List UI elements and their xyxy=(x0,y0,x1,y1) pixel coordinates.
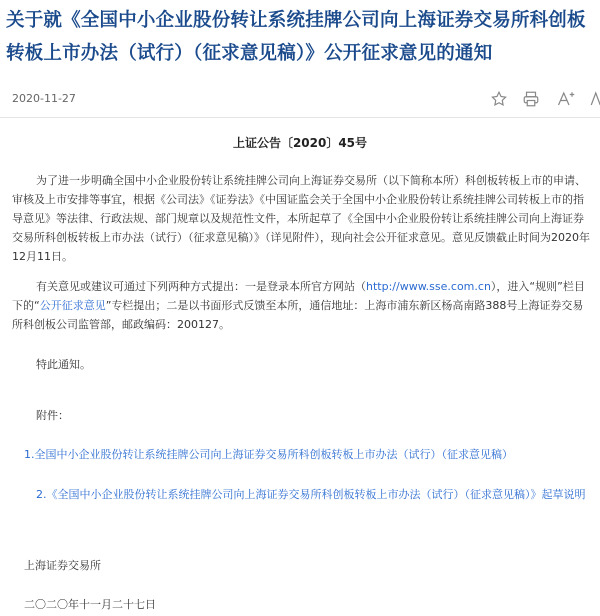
signature: 上海证券交易所 xyxy=(24,559,101,572)
announcement-number: 上证公告〔2020〕45号 xyxy=(232,136,368,150)
signature-date: 二〇二〇年十一月二十七日 xyxy=(24,598,156,611)
attachment-link-1[interactable]: 1.全国中小企业股份转让系统挂牌公司向上海证券交易所科创板转板上市办法（试行）（征求意见稿） xyxy=(24,448,513,461)
sse-website-link[interactable]: http://www.sse.com.cn xyxy=(366,280,491,293)
star-icon[interactable] xyxy=(490,90,510,110)
print-icon[interactable] xyxy=(522,90,542,110)
meta-bar xyxy=(0,90,600,114)
paragraph-1: 为了进一步明确全国中小企业股份转让系统挂牌公司向上海证券交易所（以下简称本所）科创板转板上市的申请、审核及上市安排等事宜，根据《公司法》《证券法》《中国证监会关于全国中小企业股份转让系统挂牌公司转板上市的指导意见》等法律、行政法规、部门规章以及规范性文件，本所起草了《全国中小企业股份转让系统挂牌公司向上海证券交易所科创板转板上市办法（试行）（征求意见稿）》（详见附件），现向社会公开征求意见。意见反馈截止时间为2020年12月11日。 xyxy=(12,174,590,263)
divider xyxy=(0,117,600,118)
article-title: 关于就《全国中小企业股份转让系统挂牌公司向上海证券交易所科创板转板上市办法（试行）（征求意见稿）》公开征求意见的通知 xyxy=(6,10,586,64)
public-consultation-link[interactable]: 公开征求意见 xyxy=(39,299,106,312)
attachments-label: 附件： xyxy=(36,409,69,422)
publish-date: 2020-11-27 xyxy=(12,92,76,105)
attachment-link-2[interactable]: 2.《全国中小企业股份转让系统挂牌公司向上海证券交易所科创板转板上市办法（试行）（征求意见稿）》起草说明 xyxy=(36,488,586,501)
paragraph-2-text-a: 有关意见或建议可通过下列两种方式提出：一是登录本所官方网站（ xyxy=(36,280,366,293)
paragraph-2 xyxy=(12,277,592,334)
closing-note: 特此通知。 xyxy=(36,358,91,371)
font-size-icon[interactable] xyxy=(556,90,576,110)
paragraph-2-text-c: ”专栏提出；二是以书面形式反馈至本所，通信地址：上海市浦东新区杨高南路388号上海证券交易所科创板公司监管部，邮政编码：200127。 xyxy=(12,299,584,331)
paragraph-2-text-b: ），进入“规则”栏目下的“ xyxy=(12,280,585,312)
font-size-small-icon[interactable] xyxy=(588,90,600,110)
